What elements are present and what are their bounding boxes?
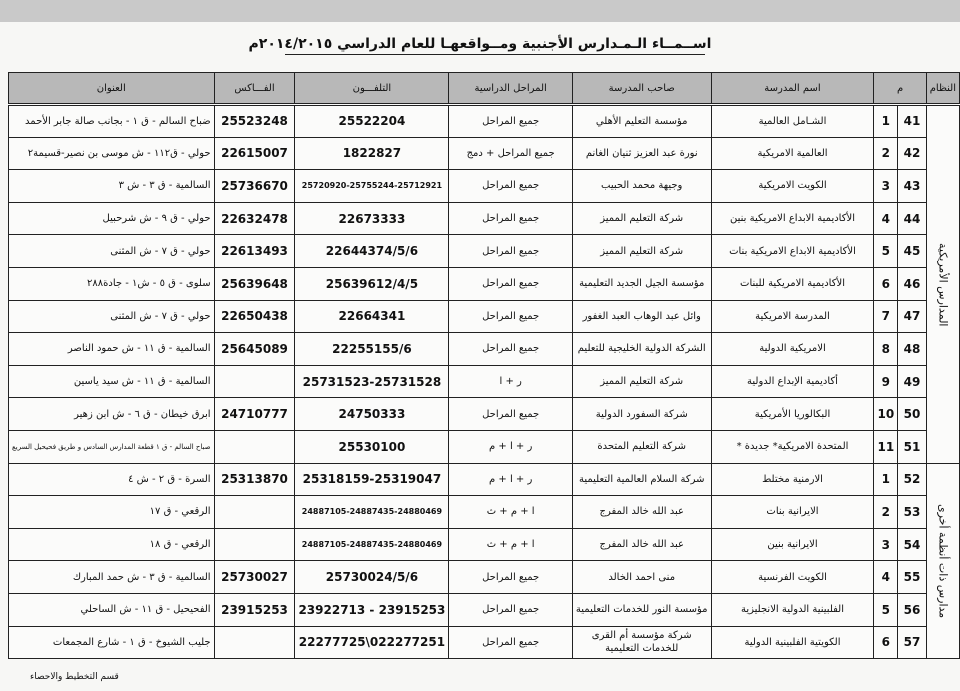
school-name: أكاديمية الإبداع الدولية: [711, 365, 874, 398]
row-seq: 6: [874, 626, 898, 659]
school-stages: جميع المراحل: [449, 267, 573, 300]
school-address: الرقعي - ق ١٨: [9, 528, 215, 561]
header-category: النظام: [926, 73, 959, 105]
row-number: 43: [898, 170, 927, 203]
school-phone: 25720920-25755244-25712921: [295, 170, 449, 203]
school-address: السرة - ق ٢ - ش ٤: [9, 463, 215, 496]
school-phone: 25731523-25731528: [295, 365, 449, 398]
row-number: 47: [898, 300, 927, 333]
school-stages: جميع المراحل: [449, 105, 573, 138]
row-seq: 2: [874, 137, 898, 170]
header-fax: الفـــاكس: [214, 73, 295, 105]
header-stages: المراحل الدراسية: [449, 73, 573, 105]
school-phone: 24750333: [295, 398, 449, 431]
row-number: 52: [898, 463, 927, 496]
header-owner: صاحب المدرسة: [572, 73, 711, 105]
school-address: حولي - ق ٩ - ش شرحبيل: [9, 202, 215, 235]
row-number: 45: [898, 235, 927, 268]
school-owner: مؤسسة النور للخدمات التعليمية: [572, 593, 711, 626]
school-address: السالمية - ق ٣ - ش حمد المبارك: [9, 561, 215, 594]
school-stages: جميع المراحل: [449, 333, 573, 366]
school-fax: [214, 365, 295, 398]
school-stages: جميع المراحل: [449, 202, 573, 235]
school-phone: 25730024/5/6: [295, 561, 449, 594]
footer-note: قسم التخطيط والاحصاء: [30, 672, 119, 682]
table-row: [9, 593, 960, 626]
header-row: [9, 73, 960, 105]
school-phone: 23922713 - 23915253: [295, 593, 449, 626]
row-number: 41: [898, 105, 927, 138]
table-row: [9, 496, 960, 529]
school-fax: 22615007: [214, 137, 295, 170]
row-seq: 5: [874, 235, 898, 268]
school-name: الكويتية الفلبينية الدولية: [711, 626, 874, 659]
school-fax: 24710777: [214, 398, 295, 431]
school-owner: شركة التعليم المميز: [572, 365, 711, 398]
row-number: 46: [898, 267, 927, 300]
school-phone: 22664341: [295, 300, 449, 333]
school-owner: منى احمد الخالد: [572, 561, 711, 594]
school-address: الرقعي - ق ١٧: [9, 496, 215, 529]
school-name: الامريكية الدولية: [711, 333, 874, 366]
school-phone: 25639612/4/5: [295, 267, 449, 300]
school-fax: [214, 626, 295, 659]
school-stages: جميع المراحل: [449, 235, 573, 268]
row-seq: 9: [874, 365, 898, 398]
row-seq: 4: [874, 561, 898, 594]
school-phone: 1822827: [295, 137, 449, 170]
school-owner: مؤسسة الجيل الجديد التعليمية: [572, 267, 711, 300]
school-fax: 22613493: [214, 235, 295, 268]
row-number: 51: [898, 430, 927, 463]
row-number: 53: [898, 496, 927, 529]
school-owner: عبد الله خالد المفرج: [572, 496, 711, 529]
category-cell: المدارس الأمريكية: [926, 105, 959, 464]
header-phone: التلفـــون: [295, 73, 449, 105]
table-row: [9, 528, 960, 561]
header-num: م: [874, 73, 926, 105]
table-row: [9, 300, 960, 333]
school-address: السالمية - ق ١١ - ش سيد ياسين: [9, 365, 215, 398]
school-name: البكالوريا الأمريكية: [711, 398, 874, 431]
school-name: الكويت الامريكية: [711, 170, 874, 203]
row-number: 42: [898, 137, 927, 170]
school-address: ضباح السالم - ق ١ - بجانب صالة جابر الأحمد: [9, 105, 215, 138]
school-owner: عبد الله خالد المفرج: [572, 528, 711, 561]
row-seq: 10: [874, 398, 898, 431]
school-name: الأكاديمية الابداع الامريكية بنين: [711, 202, 874, 235]
school-stages: ا + م + ث: [449, 496, 573, 529]
table-row: [9, 333, 960, 366]
school-fax: [214, 496, 295, 529]
school-name: الأكاديمية الامريكية للبنات: [711, 267, 874, 300]
school-name: الكويت الفرنسية: [711, 561, 874, 594]
table-row: [9, 430, 960, 463]
school-address: ابرق خيطان - ق ٦ - ش ابن زهير: [9, 398, 215, 431]
row-number: 48: [898, 333, 927, 366]
schools-table: [8, 72, 960, 659]
school-name: المتحدة الامريكية* جديدة *: [711, 430, 874, 463]
school-phone: 22673333: [295, 202, 449, 235]
row-seq: 2: [874, 496, 898, 529]
school-address: جليب الشيوخ - ق ١ - شارع المجمعات: [9, 626, 215, 659]
row-number: 54: [898, 528, 927, 561]
school-stages: جميع المراحل: [449, 593, 573, 626]
table-row: [9, 235, 960, 268]
school-name: الايرانية بنين: [711, 528, 874, 561]
school-phone: 22644374/5/6: [295, 235, 449, 268]
table-row: [9, 365, 960, 398]
school-owner: شركة التعليم المميز: [572, 202, 711, 235]
school-fax: 25523248: [214, 105, 295, 138]
table-row: [9, 137, 960, 170]
school-owner: الشركة الدولية الخليجية للتعليم: [572, 333, 711, 366]
school-stages: ر + ا: [449, 365, 573, 398]
row-seq: 5: [874, 593, 898, 626]
row-seq: 7: [874, 300, 898, 333]
school-stages: جميع المراحل: [449, 626, 573, 659]
school-name: الشـامل العالمية: [711, 105, 874, 138]
school-fax: 25639648: [214, 267, 295, 300]
school-owner: شركة السفورد الدولية: [572, 398, 711, 431]
table-row: [9, 561, 960, 594]
school-stages: جميع المراحل: [449, 170, 573, 203]
school-address: الفحيحيل - ق ١١ - ش الساحلي: [9, 593, 215, 626]
school-owner: شركة السلام العالمية التعليمية: [572, 463, 711, 496]
school-owner: وائل عبد الوهاب العبد الغفور: [572, 300, 711, 333]
school-phone: 22277725\022277251: [295, 626, 449, 659]
school-fax: [214, 528, 295, 561]
school-phone: 25530100: [295, 430, 449, 463]
school-owner: نورة عبد العزيز ثنيان الغانم: [572, 137, 711, 170]
school-stages: جميع المراحل + دمج: [449, 137, 573, 170]
row-number: 49: [898, 365, 927, 398]
row-seq: 11: [874, 430, 898, 463]
school-address: سلوى - ق ٥ - ش١ - جادة٢٨٨: [9, 267, 215, 300]
top-bar: [0, 0, 960, 22]
school-owner: مؤسسة التعليم الأهلي: [572, 105, 711, 138]
school-phone: 25522204: [295, 105, 449, 138]
school-stages: ر + ا + م: [449, 430, 573, 463]
row-seq: 3: [874, 528, 898, 561]
school-fax: 22632478: [214, 202, 295, 235]
row-seq: 1: [874, 463, 898, 496]
table-row: [9, 626, 960, 659]
table-row: [9, 202, 960, 235]
school-phone: 22255155/6: [295, 333, 449, 366]
school-fax: 22650438: [214, 300, 295, 333]
school-stages: جميع المراحل: [449, 398, 573, 431]
row-seq: 3: [874, 170, 898, 203]
school-name: المدرسة الامريكية: [711, 300, 874, 333]
school-stages: ر + ا + م: [449, 463, 573, 496]
school-fax: [214, 430, 295, 463]
row-number: 55: [898, 561, 927, 594]
title-underline: [285, 54, 705, 55]
row-number: 44: [898, 202, 927, 235]
header-name: اسم المدرسة: [711, 73, 874, 105]
row-seq: 6: [874, 267, 898, 300]
school-name: الفلبينية الدولية الانجليزية: [711, 593, 874, 626]
row-seq: 8: [874, 333, 898, 366]
table-row: [9, 170, 960, 203]
page-title: اســمــاء الـمـدارس الأجنبية ومــواقعهـا للعام الدراسي ٢٠١٤/٢٠١٥م: [248, 36, 712, 52]
school-owner: وجيهة محمد الحبيب: [572, 170, 711, 203]
school-address: السالمية - ق ١١ - ش حمود الناصر: [9, 333, 215, 366]
category-cell: مدارس ذات أنظمة أخرى: [926, 463, 959, 659]
row-number: 50: [898, 398, 927, 431]
school-stages: ا + م + ث: [449, 528, 573, 561]
table-row: [9, 267, 960, 300]
table-row: [9, 398, 960, 431]
row-number: 57: [898, 626, 927, 659]
school-stages: جميع المراحل: [449, 561, 573, 594]
table-row: [9, 463, 960, 496]
school-fax: 25645089: [214, 333, 295, 366]
school-address: السالمية - ق ٣ - ش ٣: [9, 170, 215, 203]
school-fax: 25736670: [214, 170, 295, 203]
school-fax: 25313870: [214, 463, 295, 496]
school-fax: 25730027: [214, 561, 295, 594]
row-number: 56: [898, 593, 927, 626]
school-phone: 25318159-25319047: [295, 463, 449, 496]
school-name: الأكاديمية الابداع الامريكية بنات: [711, 235, 874, 268]
school-fax: 23915253: [214, 593, 295, 626]
school-address: حولي - ق ٧ - ش المثنى: [9, 300, 215, 333]
row-seq: 1: [874, 105, 898, 138]
school-phone: 24887105-24887435-24880469: [295, 496, 449, 529]
school-address: حولي - ق١١٢ - ش موسى بن نصير-قسيمة٢: [9, 137, 215, 170]
school-stages: جميع المراحل: [449, 300, 573, 333]
table-body: [9, 73, 960, 659]
school-name: الايرانية بنات: [711, 496, 874, 529]
header-address: العنوان: [9, 73, 215, 105]
school-owner: شركة مؤسسة أم القرى للخدمات التعليمية: [572, 626, 711, 659]
school-name: العالمية الامريكية: [711, 137, 874, 170]
school-address: صباح السالم - ق ١ قطعة المدارس السادس و طريق فحيحيل السريع: [9, 430, 215, 463]
school-owner: شركة التعليم المتحدة: [572, 430, 711, 463]
school-address: حولي - ق ٧ - ش المثنى: [9, 235, 215, 268]
row-seq: 4: [874, 202, 898, 235]
school-phone: 24887105-24887435-24880469: [295, 528, 449, 561]
table-row: [9, 105, 960, 138]
school-owner: شركة التعليم المميز: [572, 235, 711, 268]
school-name: الارمنية مختلط: [711, 463, 874, 496]
